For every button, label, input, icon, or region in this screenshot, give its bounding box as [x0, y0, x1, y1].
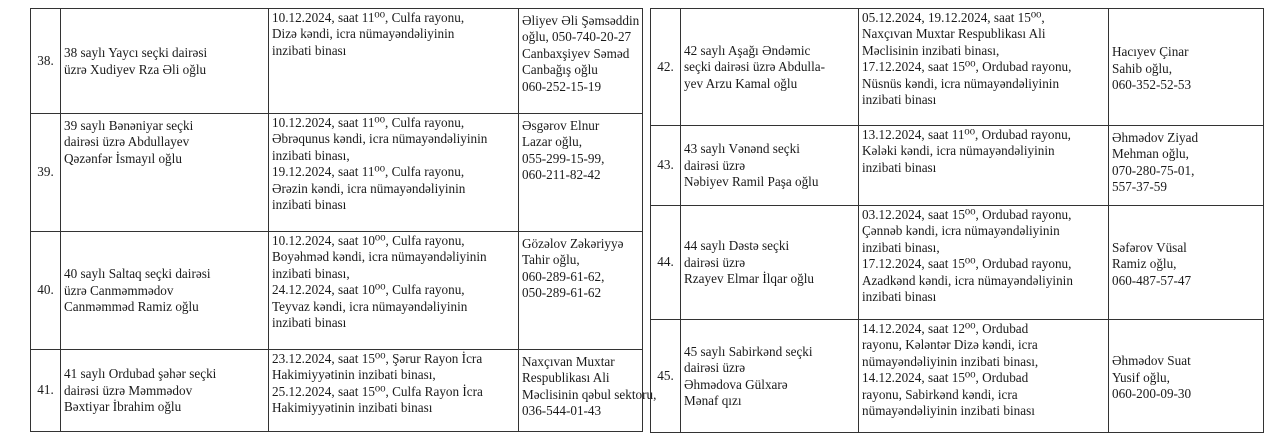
table-row	[31, 232, 643, 350]
table-row	[651, 126, 1264, 206]
contact-info: Əliyev Əli Şəmsəddin oğlu, 050-740-20-27 Canbaxşiyev Səməd Canbağış oğlu 060-252-15-19	[519, 9, 643, 114]
meeting-schedule: 10.12.2024, saat 10⁰⁰, Culfa rayonu, Boyəhməd kəndi, icra nümayəndəliyinin inzibati binası, 24.12.2024, saat 10⁰⁰, Culfa rayonu, Teyvaz kəndi, icra nümayəndəliyinin inzibati binası	[269, 232, 519, 350]
district-candidate: 44 saylı Dəstə seçki dairəsi üzrə Rzayev Elmar İlqar oğlu	[681, 206, 859, 320]
contact-info: Səfərov Vüsal Ramiz oğlu, 060-487-57-47	[1109, 206, 1264, 320]
row-number: 44.	[651, 206, 681, 320]
district-candidate: 43 saylı Vənənd seçki dairəsi üzrə Nəbiyev Ramil Paşa oğlu	[681, 126, 859, 206]
district-candidate: 42 saylı Aşağı Əndəmic seçki dairəsi üzrə Abdulla- yev Arzu Kamal oğlu	[681, 9, 859, 126]
meeting-schedule: 10.12.2024, saat 11⁰⁰, Culfa rayonu, Əbrəqunus kəndi, icra nümayəndəliyinin inzibati binası, 19.12.2024, saat 11⁰⁰, Culfa rayonu, Ərəzin kəndi, icra nümayəndəliyinin inzibati binası	[269, 114, 519, 232]
row-number: 42.	[651, 9, 681, 126]
district-candidate: 38 saylı Yaycı seçki dairəsi üzrə Xudiyev Rza Əli oğlu	[61, 9, 269, 114]
meeting-schedule: 03.12.2024, saat 15⁰⁰, Ordubad rayonu, Çənnəb kəndi, icra nümayəndəliyinin inzibati binası, 17.12.2024, saat 15⁰⁰, Ordubad rayonu, Azadkənd kəndi, icra nümayəndəliyinin inzibati binası	[859, 206, 1109, 320]
contact-info: Naxçıvan Muxtar Respublikası Ali Məclisinin qəbul sektoru, 036-544-01-43	[519, 350, 643, 432]
contact-info: Hacıyev Çinar Sahib oğlu, 060-352-52-53	[1109, 9, 1264, 126]
district-candidate: 41 saylı Ordubad şəhər seçki dairəsi üzrə Məmmədov Bəxtiyar İbrahim oğlu	[61, 350, 269, 432]
contact-info: Əhmədov Ziyad Mehman oğlu, 070-280-75-01, 557-37-59	[1109, 126, 1264, 206]
table-row	[31, 114, 643, 232]
district-candidate: 40 saylı Saltaq seçki dairəsi üzrə Canməmmədov Canməmməd Ramiz oğlu	[61, 232, 269, 350]
meeting-schedule: 23.12.2024, saat 15⁰⁰, Şərur Rayon İcra Hakimiyyətinin inzibati binası, 25.12.2024, saat 15⁰⁰, Culfa Rayon İcra Hakimiyyətinin inzibati binası	[269, 350, 519, 432]
row-number: 41.	[31, 350, 61, 432]
row-number: 38.	[31, 9, 61, 114]
row-number: 39.	[31, 114, 61, 232]
table-row	[651, 206, 1264, 320]
row-number: 40.	[31, 232, 61, 350]
meeting-schedule: 05.12.2024, 19.12.2024, saat 15⁰⁰, Naxçıvan Muxtar Respublikası Ali Məclisinin inzibati binası, 17.12.2024, saat 15⁰⁰, Ordubad rayonu, Nüsnüs kəndi, icra nümayəndəliyinin inzibati binası	[859, 9, 1109, 126]
table-row	[651, 320, 1264, 433]
right-schedule-table	[650, 8, 1264, 433]
left-schedule-table	[30, 8, 657, 432]
contact-info: Gözəlov Zəkəriyyə Tahir oğlu, 060-289-61-62, 050-289-61-62	[519, 232, 643, 350]
table-row	[31, 9, 643, 114]
contact-info: Əsgərov Elnur Lazar oğlu, 055-299-15-99, 060-211-82-42	[519, 114, 643, 232]
district-candidate: 39 saylı Bənəniyar seçki dairəsi üzrə Abdullayev Qəzənfər İsmayıl oğlu	[61, 114, 269, 232]
row-number: 45.	[651, 320, 681, 433]
row-number: 43.	[651, 126, 681, 206]
meeting-schedule: 14.12.2024, saat 12⁰⁰, Ordubad rayonu, Kələntər Dizə kəndi, icra nümayəndəliyinin inzibati binası, 14.12.2024, saat 15⁰⁰, Ordubad rayonu, Sabirkənd kəndi, icra nümayəndəliyinin inzibati binası	[859, 320, 1109, 433]
meeting-schedule: 10.12.2024, saat 11⁰⁰, Culfa rayonu, Dizə kəndi, icra nümayəndəliyinin inzibati binası	[269, 9, 519, 114]
contact-info: Əhmədov Suat Yusif oğlu, 060-200-09-30	[1109, 320, 1264, 433]
district-candidate: 45 saylı Sabirkənd seçki dairəsi üzrə Əhmədova Gülxarə Mənaf qızı	[681, 320, 859, 433]
table-row	[31, 350, 643, 432]
table-row	[651, 9, 1264, 126]
meeting-schedule: 13.12.2024, saat 11⁰⁰, Ordubad rayonu, Kələki kəndi, icra nümayəndəliyinin inzibati binası	[859, 126, 1109, 206]
